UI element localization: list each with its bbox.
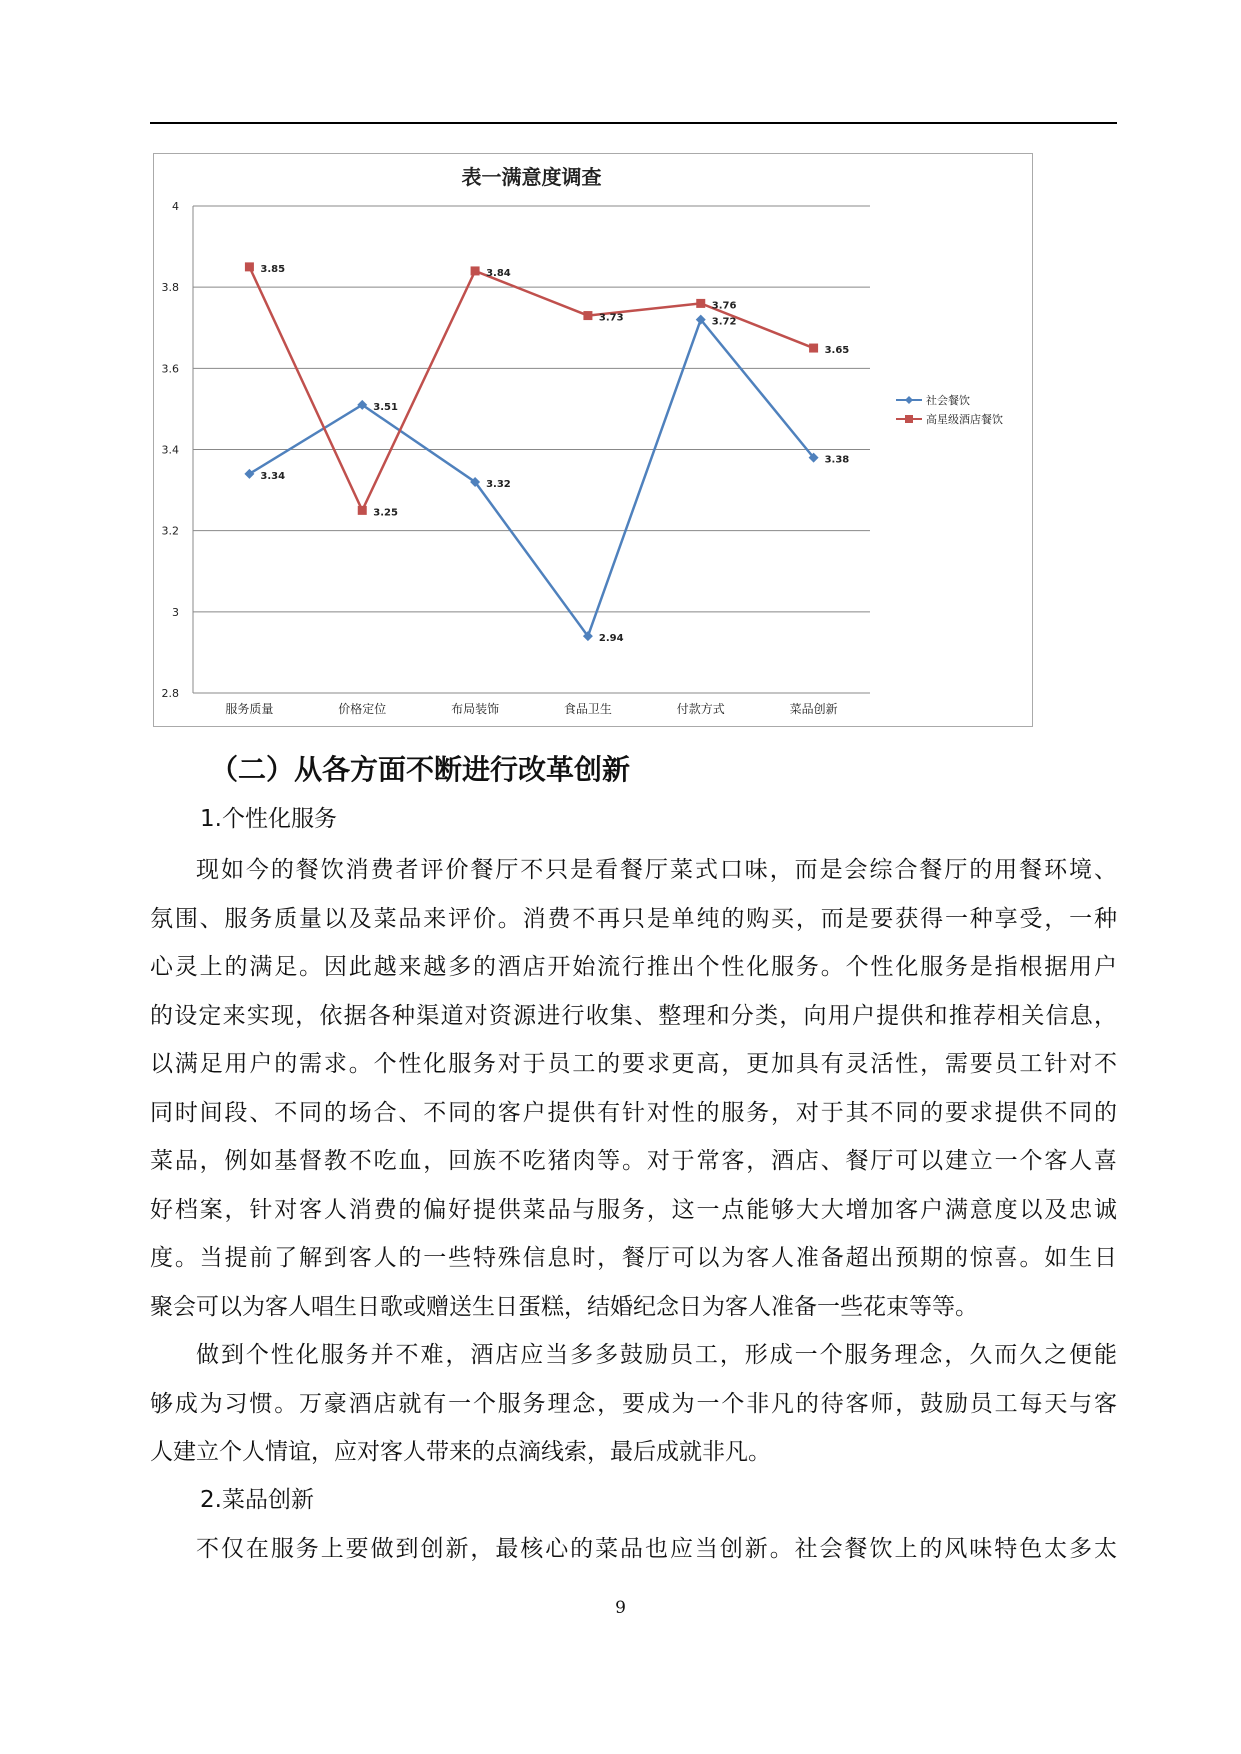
data-label: 3.34 — [260, 470, 286, 482]
legend-label: 高星级酒店餐饮 — [926, 413, 1003, 426]
text-line: 度。当提前了解到客人的一些特殊信息时，餐厅可以为客人准备超出预期的惊喜。如生日 — [150, 1245, 1117, 1271]
chart-svg — [154, 154, 1034, 728]
text-line: 氛围、服务质量以及菜品来评价。消费不再只是单纯的购买，而是要获得一种享受，一种 — [150, 905, 1117, 932]
data-point — [358, 506, 367, 515]
data-label: 2.94 — [598, 633, 624, 645]
series-line-1 — [249, 320, 813, 637]
legend-marker — [905, 396, 913, 404]
chart-title: 表一满意度调查 — [461, 165, 602, 189]
text-line: 聚会可以为客人唱生日歌或赠送生日蛋糕，结婚纪念日为客人准备一些花束等等。 — [150, 1293, 978, 1320]
text-line: 够成为习惯。万豪酒店就有一个服务理念，要成为一个非凡的待客师，鼓励员工每天与客 — [150, 1390, 1117, 1417]
text-line: 做到个性化服务并不难，酒店应当多多鼓励员工，形成一个服务理念，久而久之便能 — [196, 1342, 1117, 1368]
satisfaction-chart — [153, 153, 1033, 727]
data-point — [809, 344, 818, 353]
page-number: 9 — [615, 1598, 626, 1618]
paragraph-personalized-service-1 — [150, 846, 1117, 1331]
subsection-heading-personalized-service: 1.个性化服务 — [200, 806, 337, 832]
x-tick-label: 价格定位 — [338, 702, 387, 716]
y-tick-label: 3.2 — [161, 524, 179, 538]
data-point — [696, 299, 705, 308]
paragraph-dish-innovation — [150, 1525, 1117, 1574]
text-line: 以满足用户的需求。个性化服务对于员工的要求更高，更加具有灵活性，需要员工针对不 — [150, 1051, 1117, 1077]
data-label: 3.72 — [711, 316, 737, 328]
data-label: 3.32 — [486, 478, 511, 490]
text-line: 菜品，例如基督教不吃血，回族不吃猪肉等。对于常客，酒店、餐厅可以建立一个客人喜 — [150, 1148, 1117, 1174]
legend-label: 社会餐饮 — [926, 394, 970, 407]
data-label: 3.65 — [824, 345, 850, 357]
y-tick-label: 3.4 — [161, 443, 179, 457]
text-line: 现如今的餐饮消费者评价餐厅不只是看餐厅菜式口味，而是会综合餐厅的用餐环境、 — [196, 857, 1117, 883]
y-tick-label: 2.8 — [161, 687, 179, 700]
y-tick-label: 4 — [172, 200, 179, 213]
x-tick-label: 菜品创新 — [789, 702, 838, 716]
x-tick-label: 布局装饰 — [451, 702, 500, 716]
paragraph-personalized-service-2 — [150, 1331, 1117, 1477]
subsection-heading-dish-innovation: 2.菜品创新 — [200, 1487, 314, 1513]
data-point — [245, 262, 254, 271]
data-label: 3.38 — [824, 454, 850, 466]
y-tick-label: 3 — [172, 605, 179, 619]
header-rule — [150, 122, 1117, 124]
data-label: 3.25 — [373, 507, 398, 519]
x-tick-label: 服务质量 — [225, 702, 274, 716]
data-label: 3.51 — [373, 401, 398, 413]
text-line: 好档案，针对客人消费的偏好提供菜品与服务，这一点能够大大增加客户满意度以及忠诚 — [150, 1196, 1117, 1223]
text-line: 的设定来实现，依据各种渠道对资源进行收集、整理和分类，向用户提供和推荐相关信息， — [150, 1002, 1117, 1029]
y-tick-label: 3.8 — [161, 281, 179, 295]
data-label: 3.76 — [711, 300, 737, 312]
x-tick-label: 食品卫生 — [563, 702, 612, 716]
data-label: 3.84 — [486, 267, 511, 279]
y-tick-label: 3.6 — [161, 362, 179, 376]
x-tick-label: 付款方式 — [676, 702, 725, 716]
text-line: 心灵上的满足。因此越来越多的酒店开始流行推出个性化服务。个性化服务是指根据用户 — [150, 954, 1117, 980]
data-label: 3.85 — [260, 263, 286, 275]
data-point — [471, 266, 480, 275]
legend-marker — [905, 415, 913, 423]
text-line: 同时间段、不同的场合、不同的客户提供有针对性的服务，对于其不同的要求提供不同的 — [150, 1099, 1117, 1126]
text-line: 人建立个人情谊，应对客人带来的点滴线索，最后成就非凡。 — [150, 1439, 771, 1465]
data-label: 3.73 — [598, 312, 624, 324]
section-heading: （二）从各方面不断进行改革创新 — [210, 753, 631, 786]
text-line: 不仅在服务上要做到创新，最核心的菜品也应当创新。社会餐饮上的风味特色太多太 — [196, 1536, 1117, 1562]
data-point — [583, 311, 592, 320]
